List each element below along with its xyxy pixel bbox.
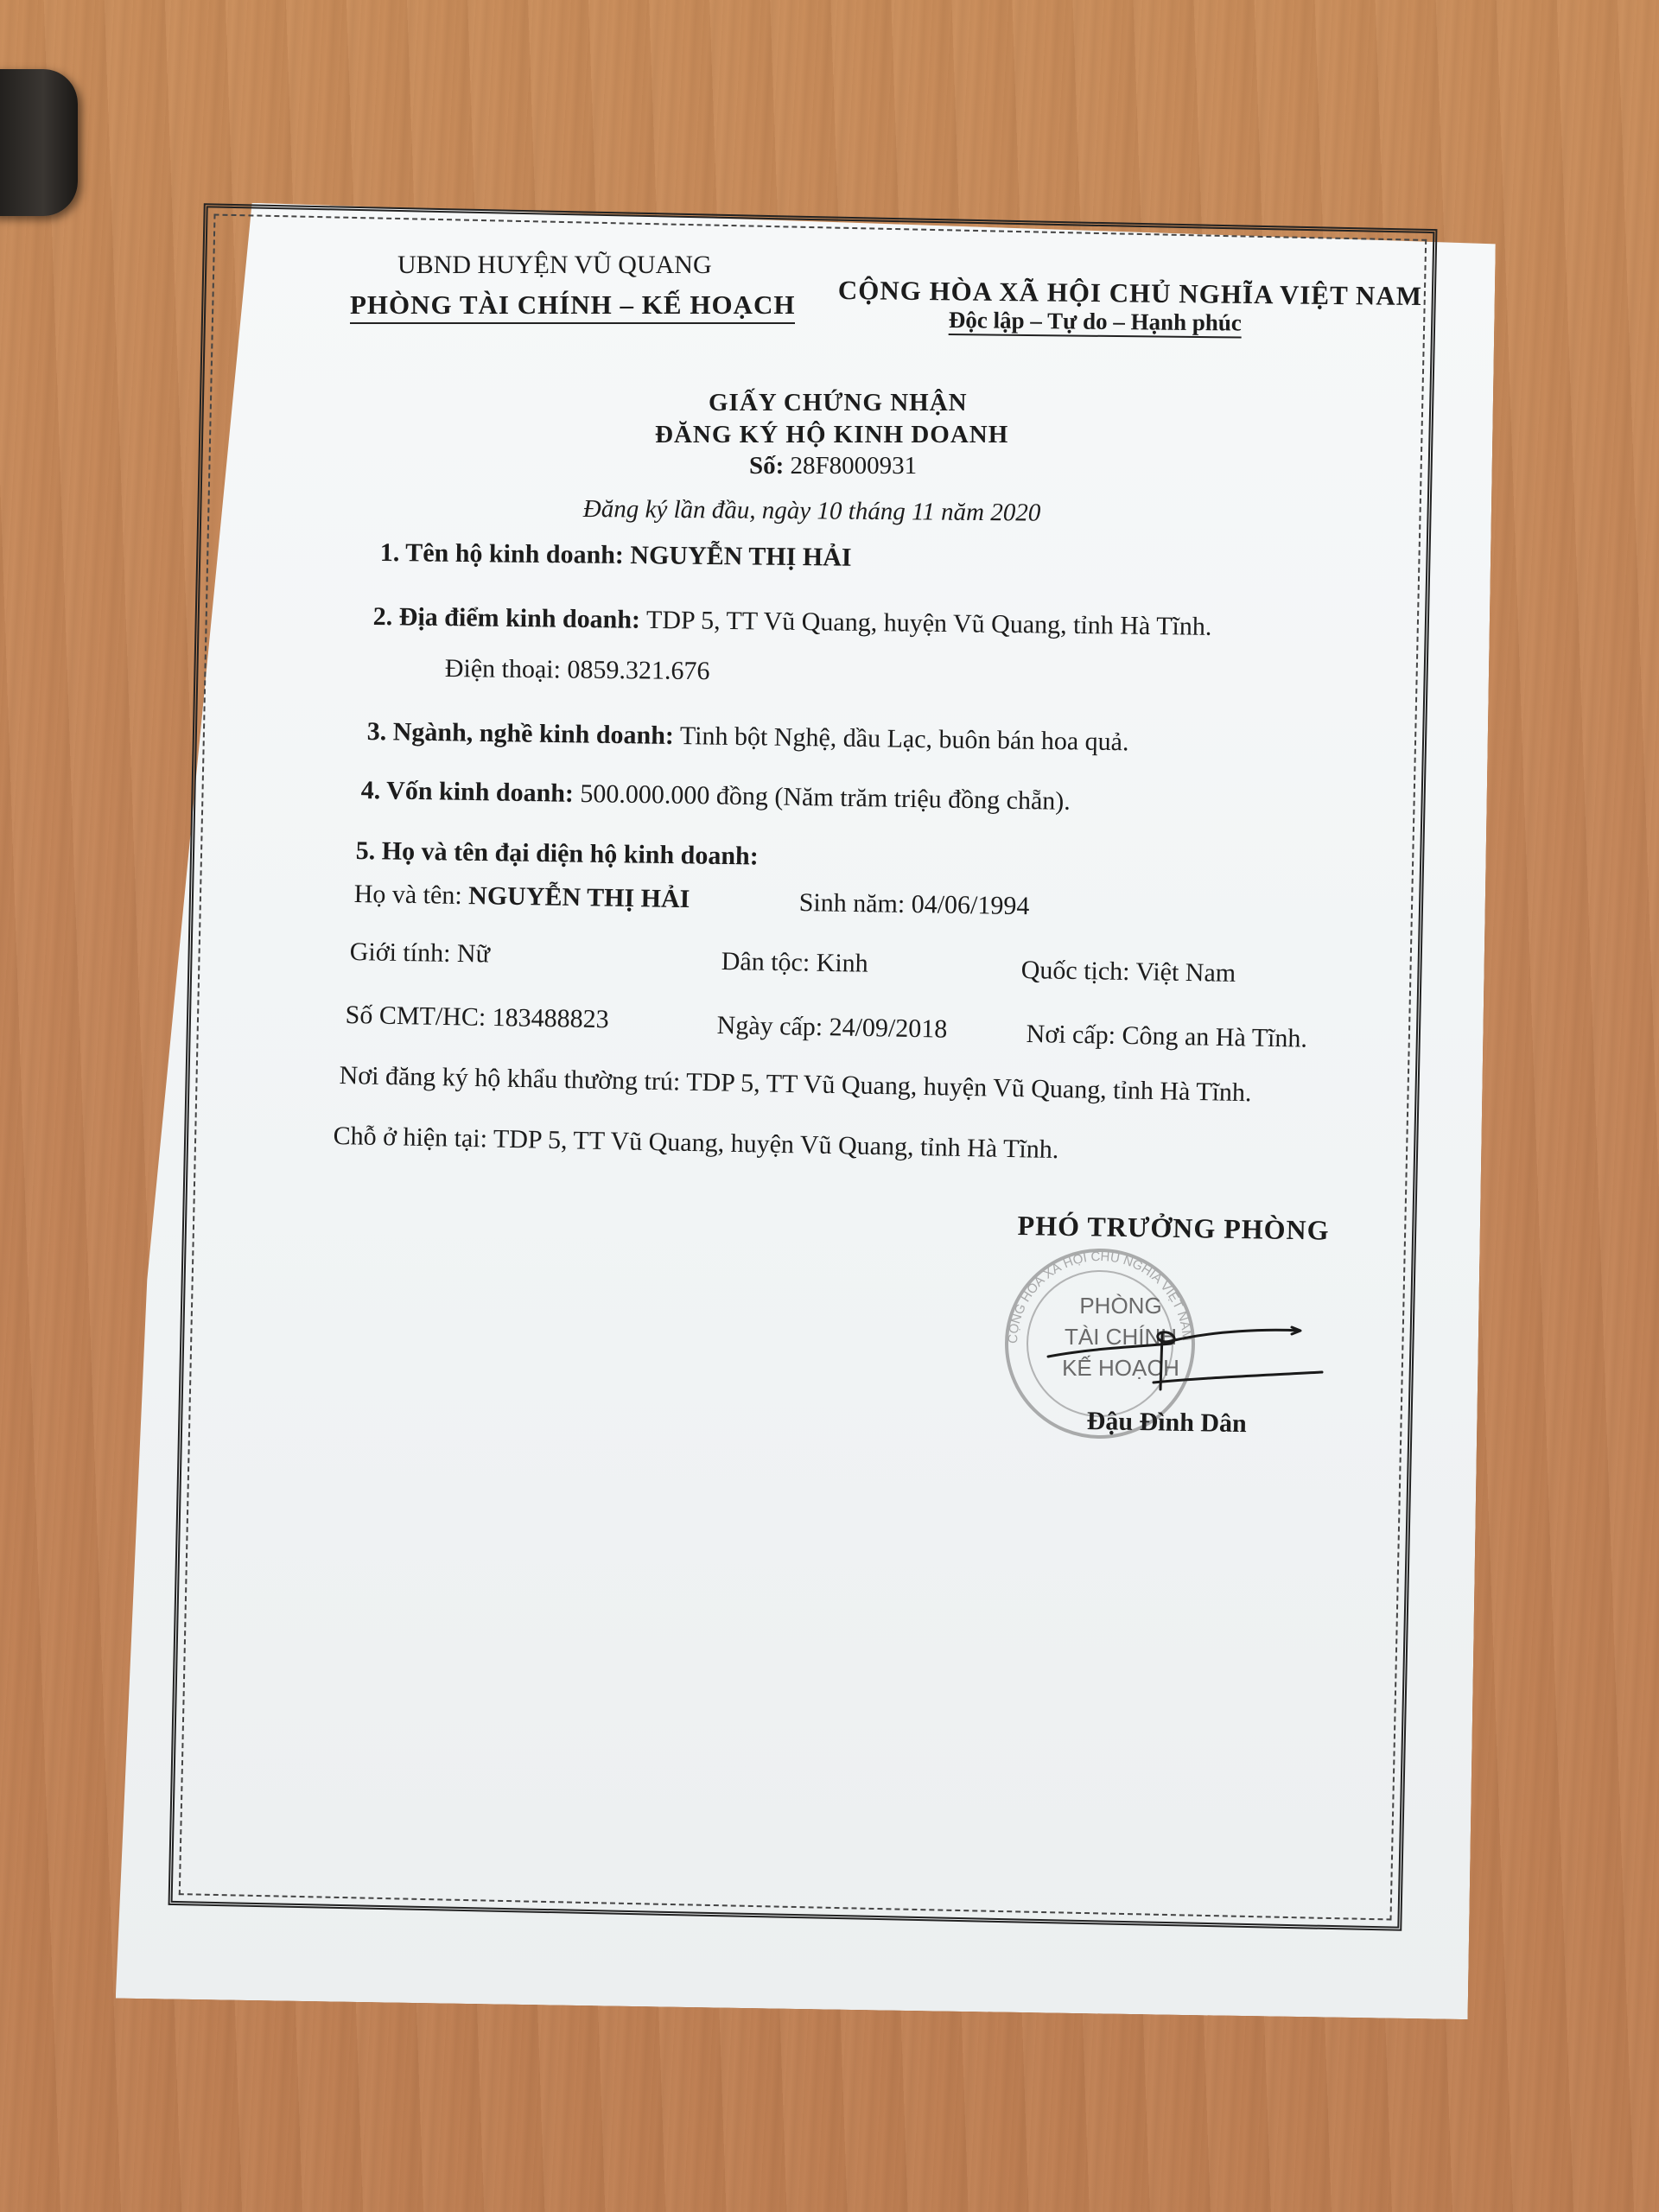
field-business-address: [373, 602, 1212, 642]
rep-gender: Giới tính: Nữ: [349, 938, 491, 969]
rep-current-address: Chỗ ở hiện tại: TDP 5, TT Vũ Quang, huyện Vũ Quang, tỉnh Hà Tĩnh.: [333, 1122, 1059, 1165]
rep-ethnicity: Dân tộc: Kinh: [721, 947, 868, 978]
field-label: 3. Ngành, nghề kinh doanh:: [366, 717, 675, 750]
field-value: NGUYỄN THỊ HẢI: [630, 541, 852, 572]
rep-permanent-address: Nơi đăng ký hộ khẩu thường trú: TDP 5, TT Vũ Quang, huyện Vũ Quang, tỉnh Hà Tĩnh.: [339, 1061, 1252, 1108]
field-value: 500.000.000 đồng (Năm trăm triệu đồng chẵn).: [580, 779, 1071, 816]
agency-line-2: PHÒNG TÀI CHÍNH – KẾ HOẠCH: [350, 289, 795, 324]
nation-motto: Độc lập – Tự do – Hạnh phúc: [949, 307, 1242, 339]
field-value: TDP 5, TT Vũ Quang, huyện Vũ Quang, tỉnh Hà Tĩnh.: [645, 605, 1212, 641]
nation-title: CỘNG HÒA XÃ HỘI CHỦ NGHĨA VIỆT NAM: [837, 275, 1423, 312]
stamp-text-line: PHÒNG: [1079, 1293, 1162, 1319]
rep-nationality: Quốc tịch: Việt Nam: [1020, 956, 1236, 988]
field-label: 5. Họ và tên đại diện hộ kinh doanh:: [355, 836, 759, 871]
agency-line-1: UBND HUYỆN VŨ QUANG: [397, 251, 712, 279]
field-label: 2. Địa điểm kinh doanh:: [372, 602, 641, 634]
doc-number-label: Số:: [749, 452, 785, 480]
field-phone: Điện thoại: 0859.321.676: [444, 654, 710, 686]
rep-id-number: Số CMT/HC: 183488823: [345, 1001, 610, 1034]
field-representative-heading: [356, 836, 759, 872]
doc-title-line-2: ĐĂNG KÝ HỘ KINH DOANH: [655, 421, 1009, 448]
field-industry: [367, 717, 1129, 757]
rep-fullname: [353, 880, 690, 914]
stamp-text-line: TÀI CHÍNH: [1065, 1324, 1177, 1350]
signatory-position: PHÓ TRƯỞNG PHÒNG: [1017, 1210, 1330, 1246]
rep-issue-place: Nơi cấp: Công an Hà Tĩnh.: [1026, 1020, 1308, 1053]
field-value: NGUYỄN THỊ HẢI: [467, 881, 690, 914]
field-label: Họ và tên:: [353, 880, 462, 910]
doc-number-value: 28F8000931: [790, 452, 918, 480]
field-business-name: [380, 538, 852, 573]
doc-number: [749, 452, 917, 480]
stamp-text-line: KẾ HOẠCH: [1062, 1355, 1179, 1381]
field-label: 4. Vốn kinh doanh:: [360, 776, 575, 808]
seal-ring-text: CỘNG HÒA XÃ HỘI CHỦ NGHĨA VIỆT NAM: [1005, 1249, 1195, 1344]
doc-title-line-1: GIẤY CHỨNG NHẬN: [709, 389, 968, 416]
rep-birth: Sinh năm: 04/06/1994: [798, 888, 1030, 921]
rep-issue-date: Ngày cấp: 24/09/2018: [716, 1011, 948, 1044]
field-capital: [360, 776, 1071, 817]
handwritten-signature-icon: [1041, 1296, 1326, 1391]
field-value: Tinh bột Nghệ, dầu Lạc, buôn bán hoa quả.: [679, 721, 1129, 757]
field-label: 1. Tên hộ kinh doanh:: [379, 538, 625, 569]
registration-date: Đăng ký lần đầu, ngày 10 tháng 11 năm 2020: [582, 495, 1041, 527]
signer-name: Đậu Đình Dân: [1086, 1407, 1248, 1439]
